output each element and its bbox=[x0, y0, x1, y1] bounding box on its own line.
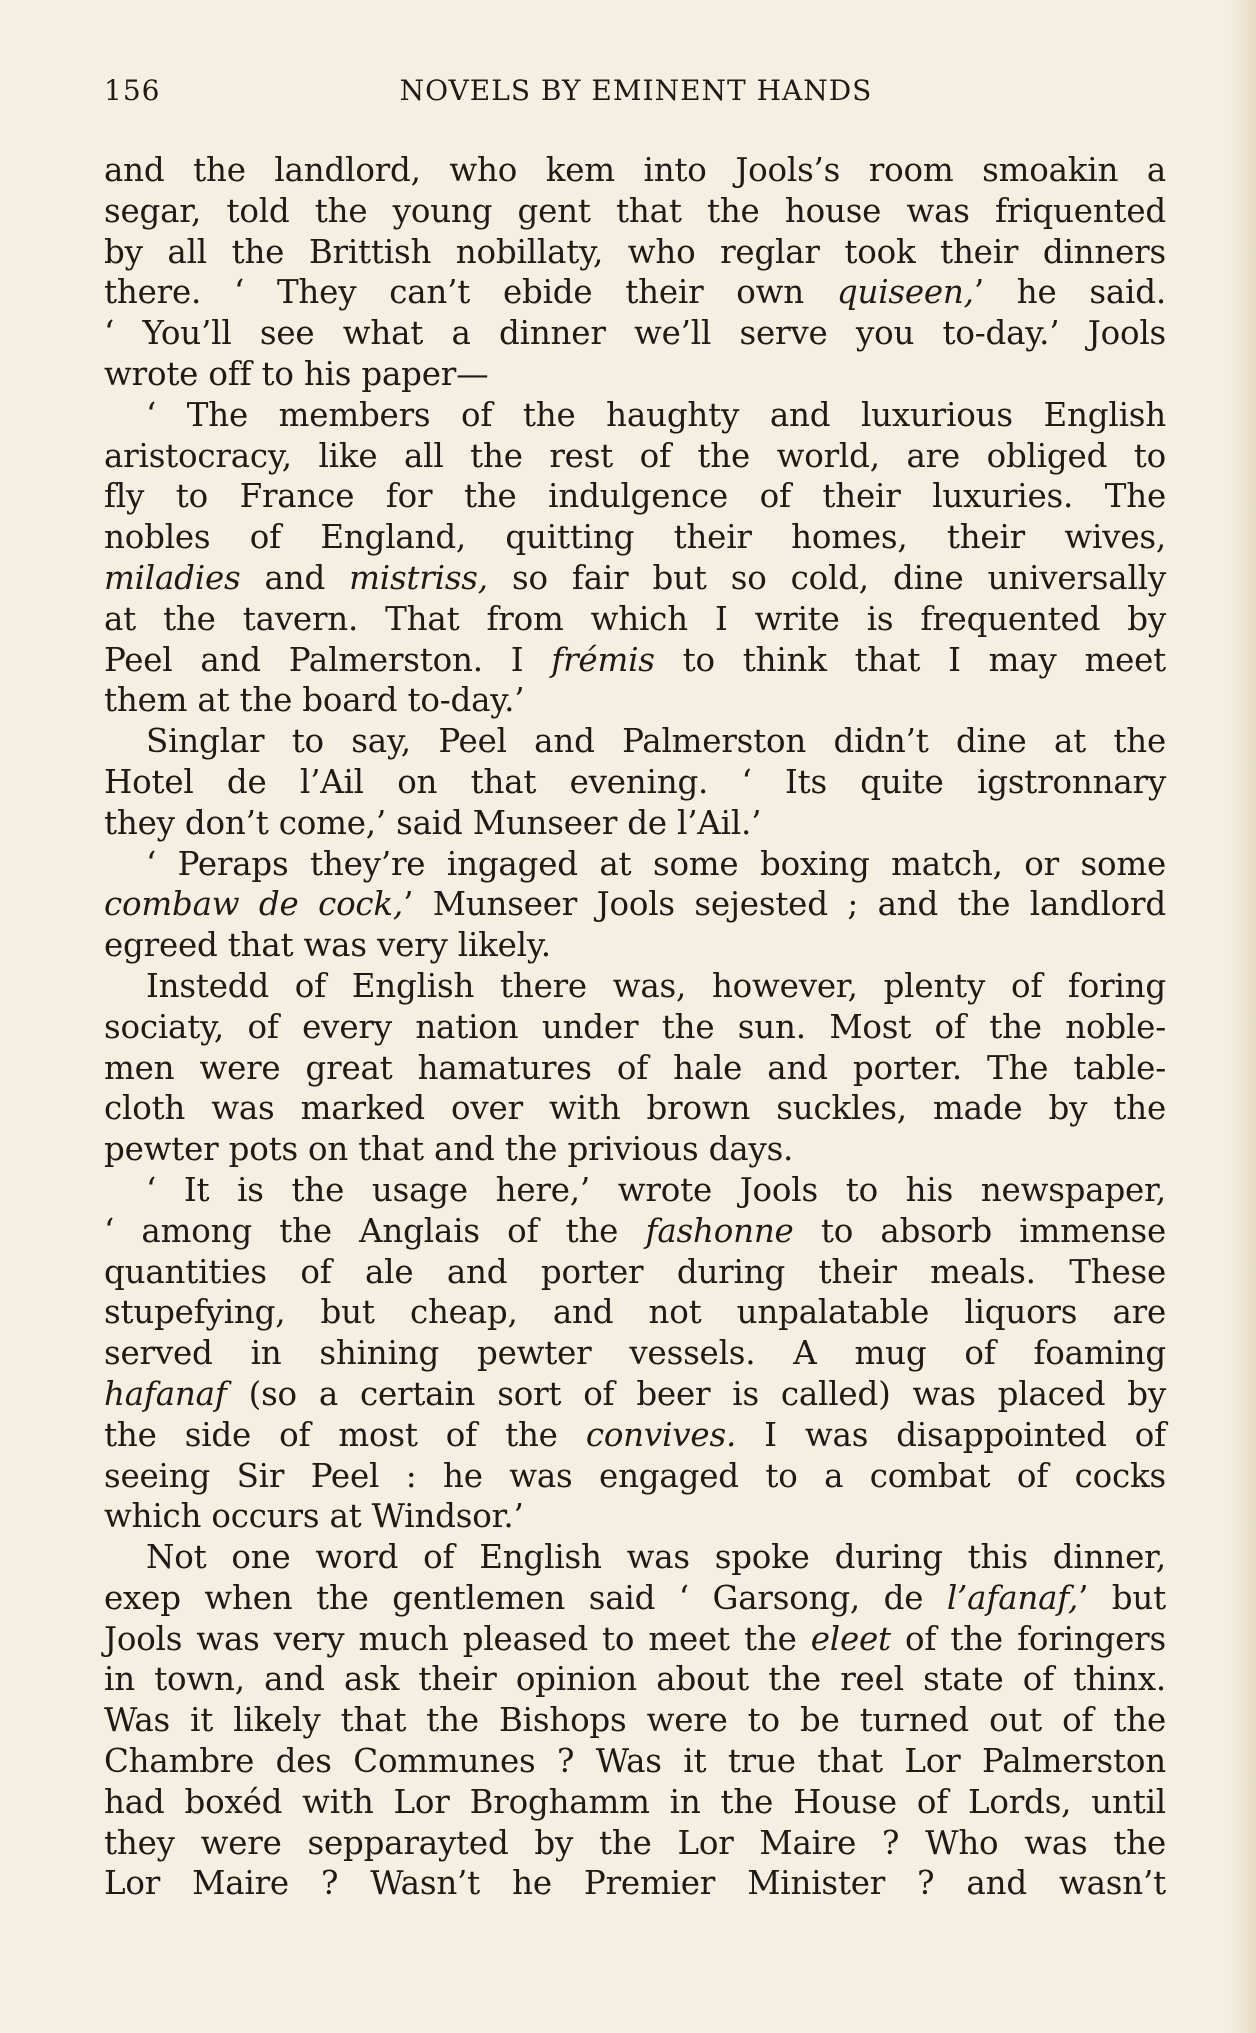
text-segment: ’ but bbox=[1078, 1578, 1166, 1617]
text-segment: they were sepparayted by the Lor Maire ? Who was the bbox=[104, 1823, 1166, 1862]
text-segment: ‘ The members of the haughty and luxurious English bbox=[146, 395, 1166, 434]
page-edge-shadow bbox=[1230, 0, 1256, 2033]
italic-text: mistriss, bbox=[349, 558, 488, 597]
text-line bbox=[104, 436, 1166, 477]
page-header bbox=[104, 74, 1168, 114]
text-segment: of the foringers bbox=[890, 1619, 1166, 1658]
text-segment: to absorb immense bbox=[793, 1211, 1166, 1250]
text-segment: Lor Maire ? Wasn’t he Premier Minister ? and wasn’t bbox=[104, 1864, 1166, 1903]
text-line bbox=[104, 1007, 1166, 1048]
page-number: 156 bbox=[104, 74, 161, 107]
text-segment: nobles of England, quitting their homes, their wives, bbox=[104, 518, 1166, 557]
text-line bbox=[104, 1619, 1166, 1660]
text-line bbox=[104, 640, 1166, 681]
text-line bbox=[104, 313, 1166, 354]
text-line bbox=[104, 232, 1166, 273]
text-line bbox=[104, 762, 1166, 803]
text-line bbox=[104, 517, 1166, 558]
text-line bbox=[104, 1456, 1166, 1497]
text-segment: to think that I may meet bbox=[654, 640, 1166, 679]
text-line bbox=[104, 1700, 1166, 1741]
text-line bbox=[104, 925, 1166, 966]
text-segment: Peel and Palmerston. I bbox=[104, 640, 552, 679]
text-line bbox=[104, 476, 1166, 517]
text-segment: there. ‘ They can’t ebide their own bbox=[104, 273, 837, 312]
text-line bbox=[104, 1129, 1166, 1170]
text-segment: I was disappointed of bbox=[736, 1415, 1166, 1454]
text-segment: in town, and ask their opinion about the reel state of thinx. bbox=[104, 1660, 1166, 1699]
text-segment: Not one word of English was spoke during this dinner, bbox=[146, 1538, 1166, 1577]
text-line bbox=[104, 966, 1166, 1007]
text-line bbox=[104, 721, 1166, 762]
text-segment: egreed that was very likely. bbox=[104, 926, 551, 965]
text-segment: ’ Munseer Jools sejested ; and the landlord bbox=[403, 885, 1166, 924]
text-segment: ‘ You’ll see what a dinner we’ll serve you to-day.’ Jools bbox=[104, 314, 1166, 353]
text-line bbox=[104, 1252, 1166, 1293]
text-segment: stupefying, but cheap, and not unpalatable liquors are bbox=[104, 1293, 1166, 1332]
text-segment: men were great hamatures of hale and porter. The table- bbox=[104, 1048, 1166, 1087]
text-segment: had boxéd with Lor Broghamm in the House of Lords, until bbox=[104, 1782, 1166, 1821]
text-line bbox=[104, 1415, 1166, 1456]
text-line bbox=[104, 1578, 1166, 1619]
italic-text: quiseen, bbox=[836, 273, 974, 312]
text-segment: cloth was marked over with brown suckles, made by the bbox=[104, 1089, 1166, 1128]
text-segment: so fair but so cold, dine universally bbox=[487, 558, 1167, 597]
text-segment: which occurs at Windsor.’ bbox=[104, 1497, 524, 1536]
text-segment: exep when the gentlemen said ‘ Garsong, de bbox=[104, 1578, 947, 1617]
text-line bbox=[104, 1292, 1166, 1333]
text-segment: fly to France for the indulgence of their luxuries. The bbox=[104, 477, 1166, 516]
text-line bbox=[104, 395, 1166, 436]
text-segment: sociaty, of every nation under the sun. Most of the noble- bbox=[104, 1007, 1166, 1046]
text-line bbox=[104, 272, 1166, 313]
text-segment: Singlar to say, Peel and Palmerston didn’t dine at the bbox=[146, 722, 1166, 761]
text-segment: (so a certain sort of beer is called) was placed by bbox=[226, 1374, 1166, 1413]
text-segment: and bbox=[240, 558, 350, 597]
text-line bbox=[104, 1211, 1166, 1252]
text-segment: Jools was very much pleased to meet the bbox=[104, 1619, 811, 1658]
text-segment: the side of most of the bbox=[104, 1415, 586, 1454]
text-line bbox=[104, 1048, 1166, 1089]
text-segment: segar, told the young gent that the house was friquented bbox=[104, 191, 1166, 230]
text-segment: quantities of ale and porter during their meals. These bbox=[104, 1252, 1166, 1291]
text-line bbox=[104, 1537, 1166, 1578]
italic-text: fashonne bbox=[645, 1211, 794, 1250]
italic-text: frémis bbox=[551, 640, 655, 679]
text-line bbox=[104, 558, 1166, 599]
italic-text: hafanaf bbox=[104, 1374, 227, 1413]
text-line bbox=[104, 1088, 1166, 1129]
text-line bbox=[104, 1782, 1166, 1823]
text-line bbox=[104, 1170, 1166, 1211]
text-line bbox=[104, 1741, 1166, 1782]
text-segment: ‘ among the Anglais of the bbox=[104, 1211, 646, 1250]
text-segment: Chambre des Communes ? Was it true that Lor Palmerston bbox=[104, 1742, 1166, 1781]
text-line bbox=[104, 1333, 1166, 1374]
text-segment: pewter pots on that and the privious days. bbox=[104, 1130, 794, 1169]
text-segment: at the tavern. That from which I write is frequented by bbox=[104, 599, 1166, 638]
text-segment: them at the board to-day.’ bbox=[104, 681, 525, 720]
text-segment: aristocracy, like all the rest of the world, are obliged to bbox=[104, 436, 1166, 475]
text-line bbox=[104, 1659, 1166, 1700]
text-line bbox=[104, 191, 1166, 232]
text-segment: ‘ Peraps they’re ingaged at some boxing match, or some bbox=[146, 844, 1166, 883]
italic-text: combaw de cock, bbox=[104, 885, 404, 924]
text-line bbox=[104, 844, 1166, 885]
text-segment: ’ he said. bbox=[973, 273, 1166, 312]
text-segment: they don’t come,’ said Munseer de l’Ail.’ bbox=[104, 803, 762, 842]
italic-text: convives. bbox=[585, 1415, 737, 1454]
text-segment: ‘ It is the usage here,’ wrote Jools to his newspaper, bbox=[146, 1170, 1166, 1209]
text-line bbox=[104, 1496, 1166, 1537]
text-line bbox=[104, 150, 1166, 191]
text-line bbox=[104, 1863, 1166, 1904]
text-segment: seeing Sir Peel : he was engaged to a combat of cocks bbox=[104, 1456, 1166, 1495]
text-line bbox=[104, 1823, 1166, 1864]
text-segment: Was it likely that the Bishops were to be turned out of the bbox=[104, 1701, 1166, 1740]
text-line bbox=[104, 803, 1166, 844]
text-segment: and the landlord, who kem into Jools’s room smoakin a bbox=[104, 151, 1166, 189]
text-line bbox=[104, 599, 1166, 640]
text-segment: served in shining pewter vessels. A mug of foaming bbox=[104, 1334, 1166, 1373]
text-segment: wrote off to his paper— bbox=[104, 354, 489, 393]
text-segment: by all the Brittish nobillaty, who reglar took their dinners bbox=[104, 232, 1166, 271]
text-segment: Instedd of English there was, however, plenty of foring bbox=[146, 966, 1166, 1005]
running-title: NOVELS BY EMINENT HANDS bbox=[399, 74, 873, 107]
body-text bbox=[104, 150, 1166, 1904]
text-line bbox=[104, 680, 1166, 721]
text-line bbox=[104, 354, 1166, 395]
italic-text: eleet bbox=[810, 1619, 891, 1658]
italic-text: miladies bbox=[104, 558, 241, 597]
text-line bbox=[104, 1374, 1166, 1415]
text-line bbox=[104, 884, 1166, 925]
text-segment: Hotel de l’Ail on that evening. ‘ Its quite igstronnary bbox=[104, 762, 1166, 801]
italic-text: l’afanaf, bbox=[946, 1578, 1079, 1617]
